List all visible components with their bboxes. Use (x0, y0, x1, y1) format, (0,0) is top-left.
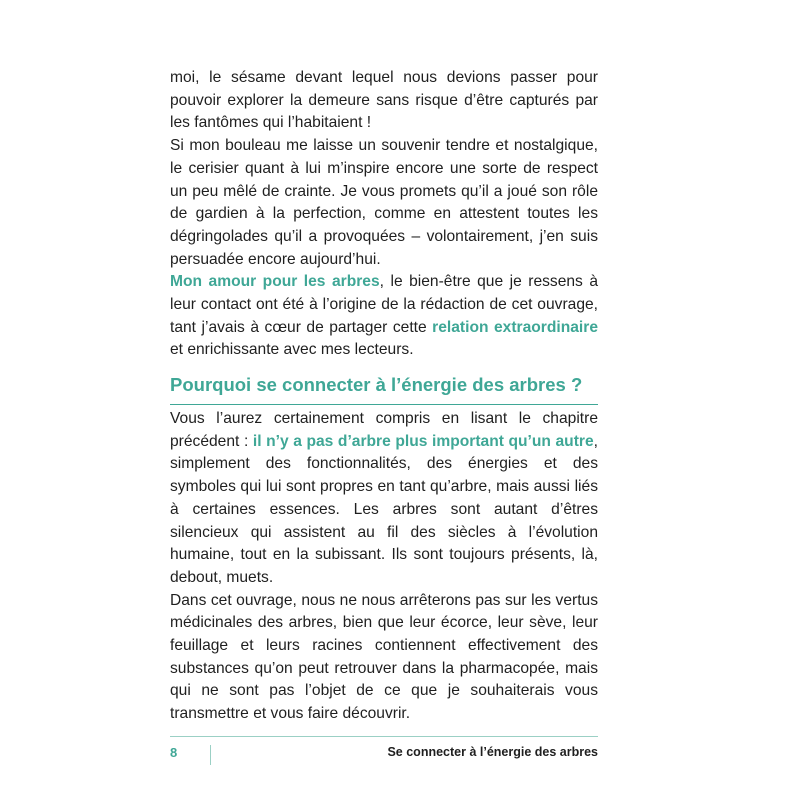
highlighted-text: relation extraordinaire (432, 318, 598, 336)
footer-rule (170, 736, 598, 737)
text-block-section (170, 408, 598, 726)
paragraph (170, 67, 598, 135)
heading-underline (170, 404, 598, 405)
text-run: , simplement des fonctionnalités, des énergies et des symboles qui lui sont propres en tant qu’arbre, mais aussi liés à certaines essences. Les arbres sont autant d’êtres silencieux qui assistent au fil des siècles à l’évolution humaine, tout en la subissant. Ils sont toujours présents, là, debout, muets. (170, 432, 598, 586)
paragraph (170, 590, 598, 726)
paragraph (170, 408, 598, 590)
running-title: Se connecter à l’énergie des arbres (387, 745, 598, 759)
page-number: 8 (170, 745, 178, 760)
text-run: et enrichissante avec mes lecteurs. (170, 341, 414, 359)
text-block-intro (170, 67, 598, 362)
text-run: , le bien-être que je ressens à leur contact ont été à l’origine de la rédaction de cet ouvrage, tant j’avais à cœur de partager cette (170, 273, 599, 336)
paragraph (170, 271, 598, 362)
text-run: moi, le sésame devant lequel nous devions passer pour pouvoir explorer la demeure sans risque d’être capturés par les fantômes qui l’habitaient ! (170, 69, 598, 132)
text-run: Vous l’aurez certainement compris en lisant le chapitre précédent : (170, 410, 598, 450)
text-run: Dans cet ouvrage, nous ne nous arrêterons pas sur les vertus médicinales des arbres, bien que leur écorce, leur sève, leur feuillage et leurs racines contiennent effectivement des substances qu’on peut retrouver dans la pharmacopée, mais qui ne sont pas l’objet de ce que je souhaiterais vous transmettre et vous faire découvrir. (170, 591, 598, 723)
paragraph (170, 135, 598, 271)
highlighted-text: Mon amour pour les arbres (170, 273, 380, 291)
highlighted-text: il n’y a pas d’arbre plus important qu’un autre (252, 432, 594, 450)
footer-divider (210, 745, 211, 765)
section-heading: Pourquoi se connecter à l’énergie des arbres ? (170, 374, 583, 395)
text-run: Si mon bouleau me laisse un souvenir tendre et nostalgique, le cerisier quant à lui m’inspire encore une sorte de respect un peu mêlé de crainte. Je vous promets qu’il a joué son rôle de gardien à la perfection, comme en attestent toutes les dégringolades qu’il a provoquées – volontairement, j’en suis persuadée encore aujourd’hui. (170, 137, 598, 268)
